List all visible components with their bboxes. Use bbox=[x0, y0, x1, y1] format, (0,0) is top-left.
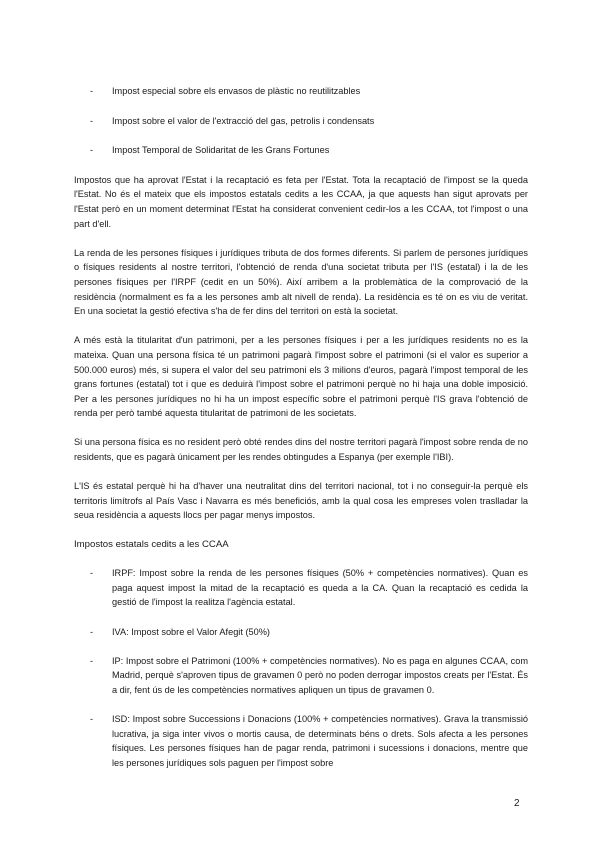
list-item bbox=[74, 712, 528, 770]
list-item bbox=[74, 654, 528, 698]
list-item bbox=[74, 114, 528, 129]
list-item-text: Impost especial sobre els envasos de plàstic no reutilitzables bbox=[112, 86, 361, 96]
paragraph: Si una persona física es no resident però obté rendes dins del nostre territori pagarà l'impost sobre renda de no residents, que es pagarà únicament per les rendes obtingudes a Espanya (per exemple l'IBI). bbox=[74, 437, 528, 463]
list-item bbox=[74, 143, 528, 158]
ccaa-bullet-list bbox=[74, 566, 528, 770]
bullet-dash: - bbox=[90, 655, 94, 666]
bullet-dash: - bbox=[90, 86, 94, 96]
paragraph: A més està la titularitat d'un patrimoni, per a les persones físiques i per a les jurídiques residents no es la mateixa. Quan una persona física té un patrimoni pagarà l'impost sobre el patrimoni (si el valor es superior a 500.000 euros) més, si supera el valor del seu patrimoni els 3 milions d'euros, pagarà l'impost temporal de les grans fortunes (estatal) tot i que es deduirà l'impost sobre el patrimoni perquè no hi haja una doble imposició. Per a les persones jurídiques no hi ha un impost específic sobre el patrimoni perquè l'IS grava l'obtenció de renda per però també aquesta titularitat de patrimoni de les societats. bbox=[74, 335, 528, 419]
list-item-text: IVA: Impost sobre el Valor Afegit (50%) bbox=[112, 626, 270, 637]
top-bullet-list bbox=[74, 84, 528, 158]
page-content bbox=[74, 84, 528, 785]
bullet-dash: - bbox=[90, 714, 94, 725]
bullet-dash: - bbox=[90, 568, 94, 579]
paragraph: Impostos que ha aprovat l'Estat i la recaptació es feta per l'Estat. Tota la recaptació de l'impost se la queda l'Estat. No és el mateix que els impostos estatals cedits a les CCAA, ja que aquests han sigut aprovats per l'Estat però en un moment determinat l'Estat ha considerat convenient cedir-los a les CCAA, tot l'impost o una part d'ell. bbox=[74, 174, 528, 229]
bullet-dash: - bbox=[90, 626, 94, 637]
section-heading: Impostos estatals cedits a les CCAA bbox=[74, 538, 229, 550]
list-item-text: Impost sobre el valor de l'extracció del gas, petrolis i condensats bbox=[112, 115, 375, 126]
paragraph: L'IS és estatal perquè hi ha d'haver una neutralitat dins del territori nacional, tot i no conseguir-la perquè els territoris limítrofs al País Vasc i Navarra es més beneficiós, amb la qual cosa les empreses volen traslladar la seua residència a aquests llocs per pagar menys impostos. bbox=[74, 481, 528, 521]
list-item bbox=[74, 625, 528, 640]
bullet-dash: - bbox=[90, 115, 94, 126]
list-item-text: ISD: Impost sobre Successions i Donacions (100% + competències normatives). Grava la transmissió lucrativa, ja siga inter vivos o mortis causa, de determinats béns o drets. Sols afecta a les persones físiques. Les persones físiques han de pagar renda, patrimoni i sucessions i donacions, mentre que les persones jurídiques sols paguen per l'impost sobre bbox=[112, 714, 528, 768]
list-item-text: IP: Impost sobre el Patrimoni (100% + competències normatives). No es paga en algunes CCAA, com Madrid, perquè s'aproven tipus de gravamen 0 però no poden derrogar impostos creats per l'Estat. És a dir, fent ús de les competències normatives apliquen un tipus de gravamen 0. bbox=[112, 655, 528, 695]
list-item bbox=[74, 566, 528, 610]
paragraph: La renda de les persones físiques i jurídiques tributa de dos formes diferents. Si parlem de persones jurídiques o físiques residents al nostre territori, l'obtenció de renda d'una societat tributa per l'IS (estatal) i la de les persones físiques per l'IRPF (cedit en un 50%). Així arribem a la problemàtica de la comprovació de la residència (normalment es fa a les persones amb alt nivell de renda). La residència es té on es viu de veritat. En una societat la gestió efectiva s'ha de fer dins del territori on està la societat. bbox=[74, 247, 528, 317]
bullet-dash: - bbox=[90, 145, 94, 156]
list-item-text: IRPF: Impost sobre la renda de les persones físiques (50% + competències normatives). Quan es paga aquest impost la mitad de la recaptació es queda a la CA. Quan la recaptació es cedida la gestió de l'impost la realitza l'agència estatal. bbox=[112, 568, 528, 608]
list-item-text: Impost Temporal de Solidaritat de les Grans Fortunes bbox=[112, 145, 330, 156]
list-item bbox=[74, 84, 528, 99]
page-number: 2 bbox=[514, 798, 520, 809]
